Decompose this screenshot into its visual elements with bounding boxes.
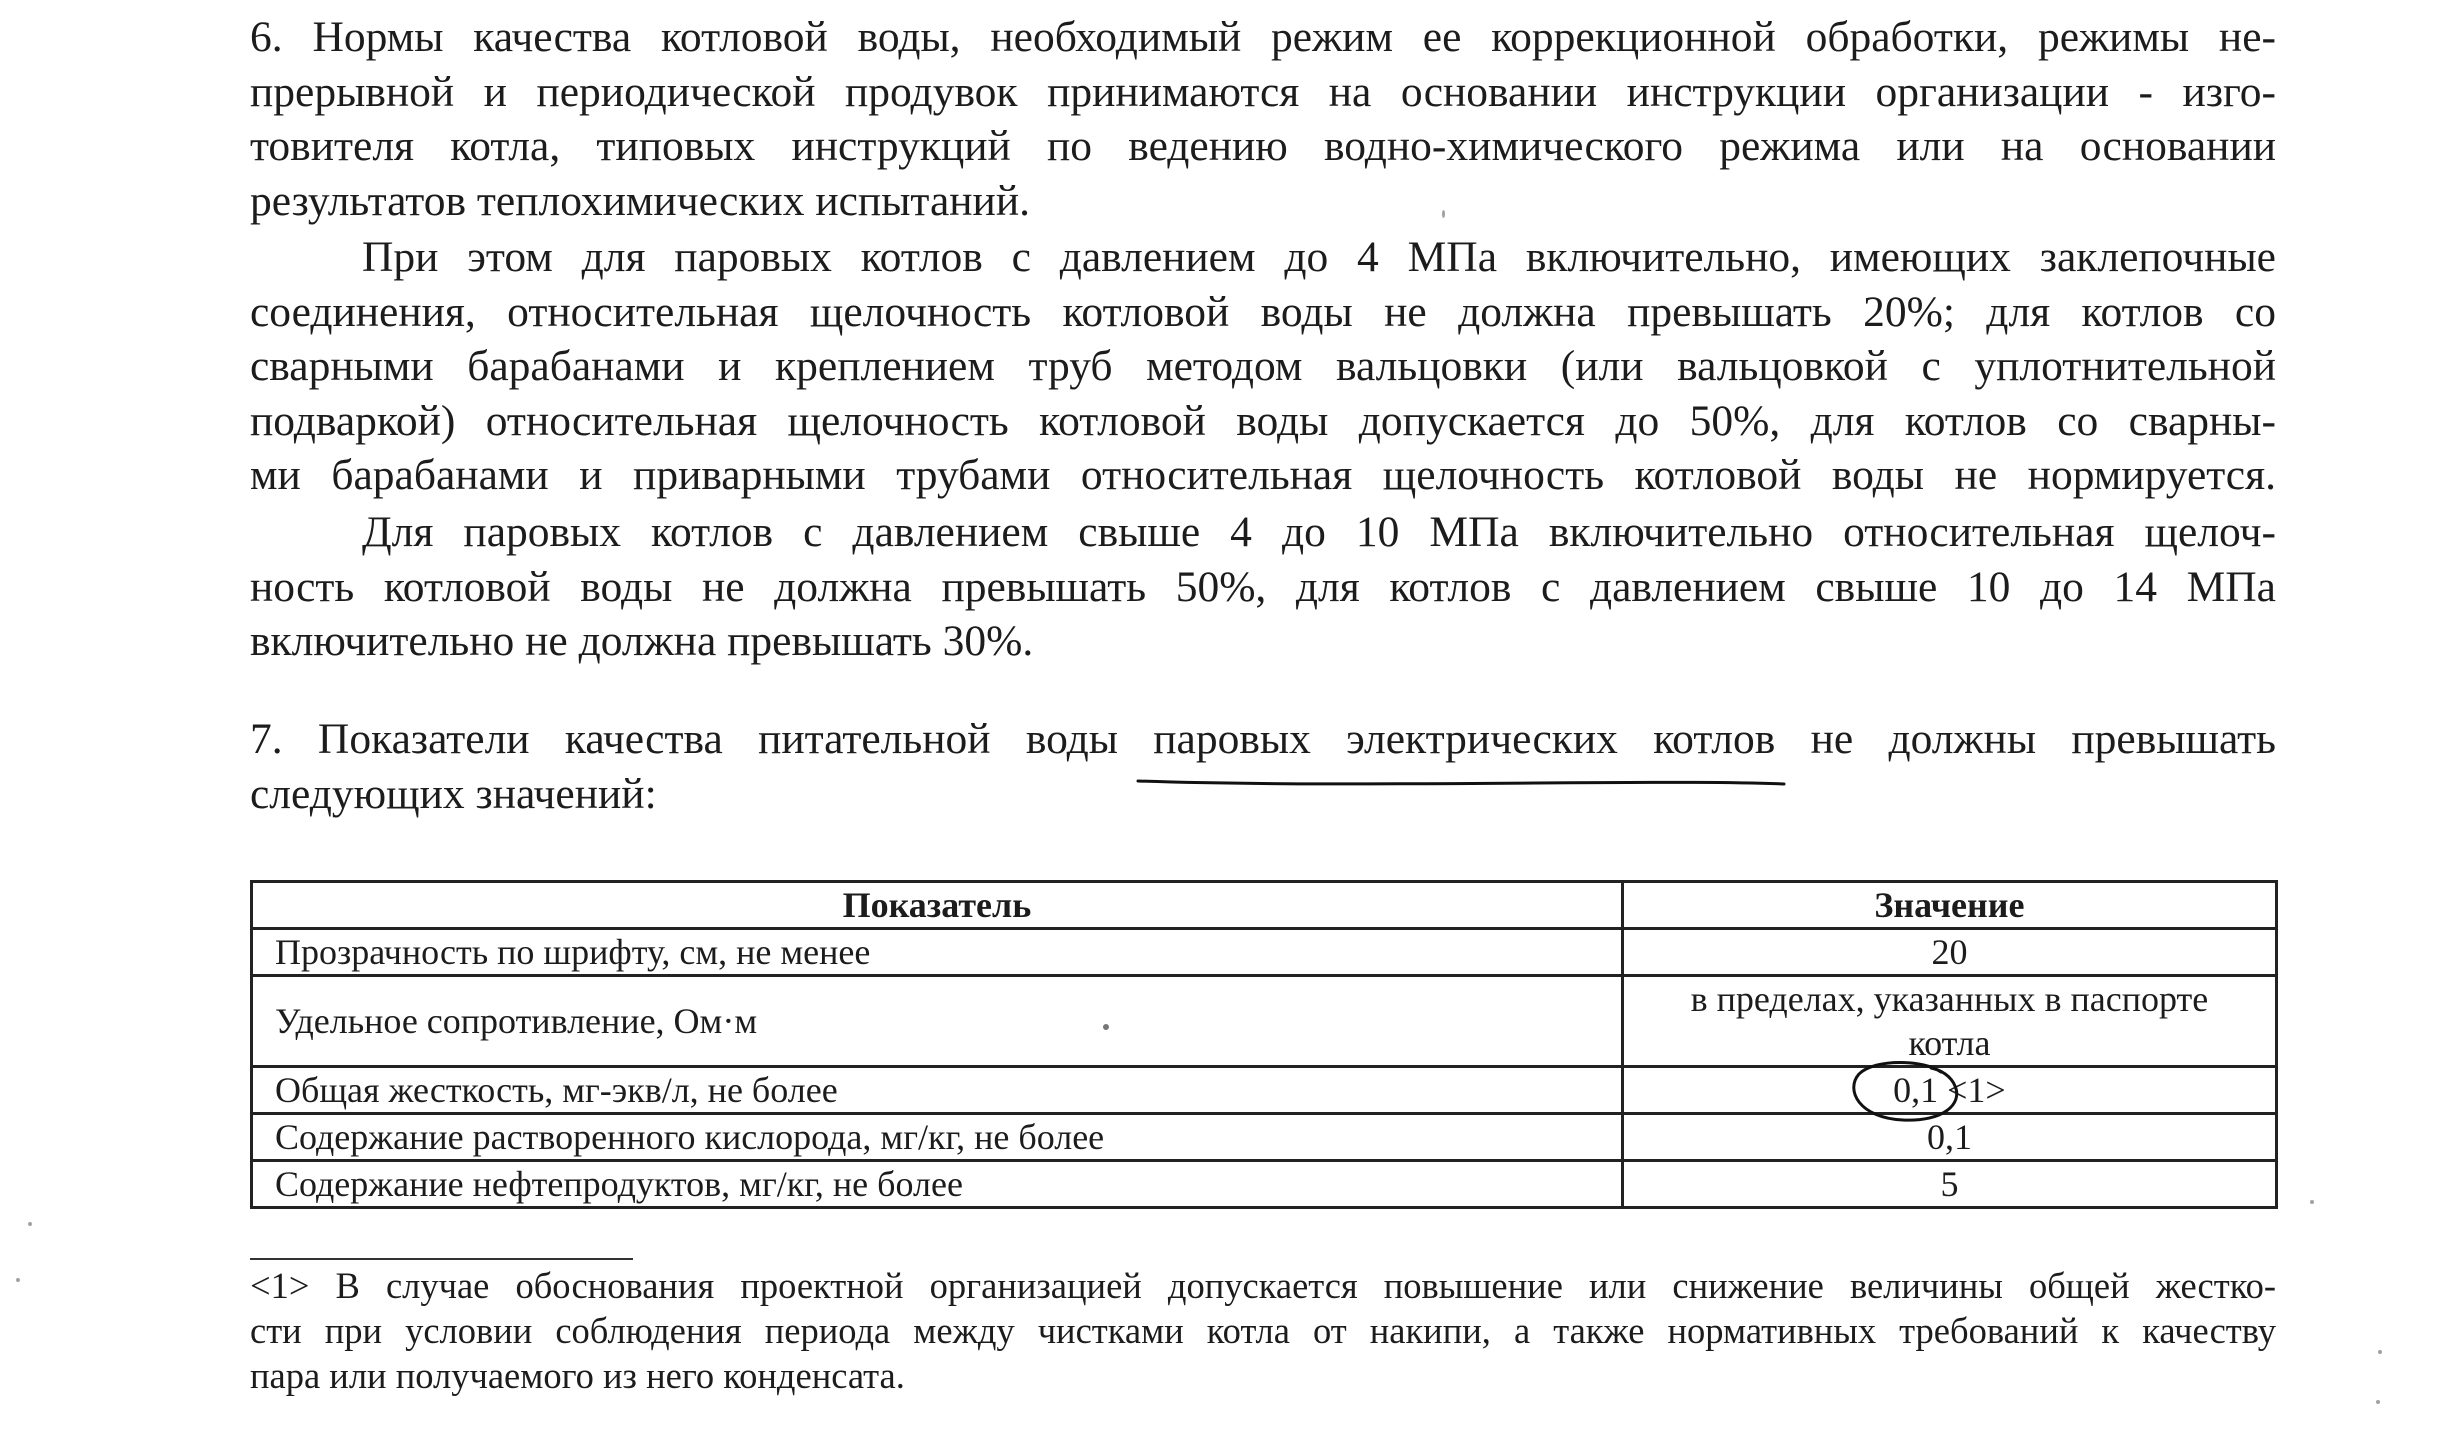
table-row <box>252 1161 2277 1208</box>
paragraph-line: 7. Показатели качества питательной воды паровых электрических котлов не должны превышать <box>250 715 2276 763</box>
indicator-cell: Прозрачность по шрифту, см, не менее <box>252 929 1623 976</box>
paragraph-6-alkalinity-low-pressure <box>250 230 2276 503</box>
indicator-cell: Удельное сопротивление, Ом·м <box>252 976 1623 1067</box>
paragraph-line: результатов теплохимических испытаний. <box>250 176 1030 225</box>
table-row <box>252 929 2277 976</box>
paragraph-line: включительно не должна превышать 30%. <box>250 617 1034 665</box>
paragraph-line: ми барабанами и приварными трубами относительная щелочность котловой воды не нормируется. <box>250 451 2276 499</box>
indicator-cell: Общая жесткость, мг-экв/л, не более <box>252 1067 1623 1114</box>
value-cell <box>1622 976 2276 1067</box>
table-row <box>252 1067 2277 1114</box>
paragraph-6-alkalinity-high-pressure <box>250 505 2276 669</box>
value-cell: 0,1 <box>1622 1114 2276 1161</box>
footnote-line: <1> В случае обоснования проектной организацией допускается повышение или снижение величины общей жестко- <box>250 1265 2276 1306</box>
footnote-line: сти при условии соблюдения периода между чистками котла от накипи, а также нормативных требований к качеству <box>250 1310 2276 1351</box>
paragraph-line: сварными барабанами и креплением труб методом вальцовки (или вальцовкой с уплотнительной <box>250 342 2276 390</box>
scan-speck <box>2310 1200 2314 1204</box>
paragraph-line: прерывной и периодической продувок принимаются на основании инструкции организации - изго- <box>250 67 2276 116</box>
paragraph-7 <box>250 712 2276 821</box>
paragraph-6 <box>250 10 2276 228</box>
paragraph-line: следующих значений: <box>250 769 657 818</box>
value-cell-line: котла <box>1908 1023 1991 1063</box>
paragraph-line: подваркой) относительная щелочность котловой воды допускается до 50%, для котлов со сварны- <box>250 396 2276 445</box>
scan-speck <box>2376 1400 2380 1404</box>
scan-speck <box>2378 1350 2382 1354</box>
table-row <box>252 1114 2277 1161</box>
table-header-row <box>252 882 2277 929</box>
footnote-separator <box>250 1258 633 1260</box>
value-text: 0,1 <box>1893 1070 1939 1110</box>
paragraph-line: При этом для паровых котлов с давлением до 4 МПа включительно, имеющих заклепочные <box>362 233 2276 281</box>
paragraph-line: 6. Нормы качества котловой воды, необходимый режим ее коррекционной обработки, режимы не- <box>250 13 2276 61</box>
column-header-indicator: Показатель <box>252 882 1623 929</box>
handwritten-underline-mark <box>1136 776 1786 790</box>
paragraph-line: товителя котла, типовых инструкций по ведению водно-химического режима или на основании <box>250 122 2276 170</box>
value-cell: 20 <box>1622 929 2276 976</box>
footnote-line: пара или получаемого из него конденсата. <box>250 1355 905 1396</box>
indicator-cell: Содержание нефтепродуктов, мг/кг, не более <box>252 1161 1623 1208</box>
table-row <box>252 976 2277 1067</box>
paragraph-line: ность котловой воды не должна превышать 50%, для котлов с давлением свыше 10 до 14 МПа <box>250 562 2276 611</box>
footnote-reference: <1> <box>1947 1070 2006 1110</box>
feedwater-quality-table <box>250 880 2278 1209</box>
value-cell <box>1622 1067 2276 1114</box>
value-cell: 5 <box>1622 1161 2276 1208</box>
circled-value <box>1893 1068 1938 1112</box>
paragraph-line: соединения, относительная щелочность котловой воды не должна превышать 20%; для котлов со <box>250 287 2276 336</box>
footnote <box>250 1263 2276 1398</box>
indicator-cell: Содержание растворенного кислорода, мг/кг, не более <box>252 1114 1623 1161</box>
column-header-value: Значение <box>1622 882 2276 929</box>
value-cell-line: в пределах, указанных в паспорте <box>1690 979 2209 1019</box>
scan-speck <box>28 1222 32 1226</box>
paragraph-line: Для паровых котлов с давлением свыше 4 до 10 МПа включительно относительная щелоч- <box>362 508 2276 556</box>
scan-speck <box>16 1278 20 1282</box>
